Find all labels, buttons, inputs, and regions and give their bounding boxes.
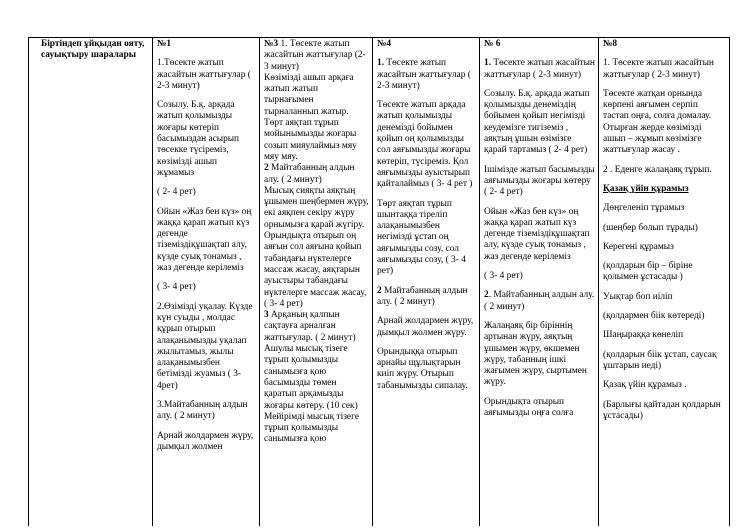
col3-paragraph: Арқаның қалпын сақтауға арналған жаттығулар. ( 2 минут) [264, 310, 356, 343]
col6-paragraph: ( 3- 4 рет) [484, 271, 523, 282]
col8-paragraph: Керегені құрамыз [603, 241, 674, 252]
col4-step-number: 2 [377, 285, 382, 296]
col4-paragraph: Төсекте жатып жасайтын жаттығулар ( 2-3 минут) [377, 58, 471, 91]
col6-paragraph: Созылу. Б.қ. арқада жатып қолымызды денеміздің бойымен қойып негімізді кеудемізге тигіземіз , аяқтың ұшын өзімізге қарай тартамыз ( 2- 4 рет) [484, 88, 590, 156]
col6-paragraph: Ішімізде жатып басымызды аяғымызды жоғары көтеру ( 2- 4 рет) [484, 164, 595, 198]
col3-paragraph: Мысық сияқты аяқтың ұшымен шеңбермен жүру, екі аяқпен секіру жүру орнымызға қарай жүгіру. [264, 185, 369, 230]
col8-paragraph: 2 . Еденге жалаңаяқ тұрып. [603, 164, 712, 175]
col8-paragraph: Қазақ үйін құрамыз . [603, 380, 687, 391]
col4-paragraph: Майтабанның алдын алу. ( 2 минут) [377, 285, 468, 307]
col1-paragraph: Ойын «Жаз бен күз» оң жаққа қарап жатып күз дегенде тіземіздіқұшақтап алу, күзде суық тонамыз , жаз дегенде керілеміз [157, 206, 252, 274]
col8-paragraph: Шаңыраққа көнеліп [603, 330, 684, 341]
column-4 [373, 38, 480, 526]
col4-paragraph: Арнай жолдармен жүру, дымқыл жолмен жүру. [377, 316, 474, 338]
col1-number: №1 [157, 39, 172, 49]
col8-paragraph: (шеңбер болып тұрады) [603, 222, 698, 233]
col6-paragraph: . Майтабанның алдын алу. ( 2 минут) [484, 290, 595, 312]
row-header-text: Біртіндеп ұйқыдан ояту, сауықтыру шаралары [41, 39, 145, 60]
col8-paragraph: (қолдармен біік көтереді) [603, 311, 705, 322]
col8-number: №8 [603, 39, 618, 49]
col1-paragraph: ( 3- 4 рет) [157, 282, 196, 293]
col8-paragraph: 1. Төсекте жатып жасайтын жаттығулар ( 2-3 минут) [603, 58, 714, 80]
col8-paragraph: (қолдарын бір – біріне қолымен ұстасады ) [603, 261, 693, 283]
activities-table [28, 37, 730, 526]
col3-number: №3 [264, 39, 279, 49]
col4-number: №4 [377, 39, 392, 49]
col8-paragraph: Дөңгеленіп тұрамыз [603, 203, 685, 214]
col1-paragraph: 1.Төсекте жатып жасайтын жаттығулар ( 2-3 минут) [157, 58, 251, 91]
col4-step-number: 1. [377, 58, 385, 69]
col3-paragraph: Орындықта отырып оң аяғын сол аяғына қойып табандағы нүктелерге массаж жасау, аяқтарын ауыстыры табандағы нүктелерге массаж жасау, ( 3- 4 рет) [264, 231, 367, 309]
column-6 [480, 38, 599, 526]
row-header-cell [29, 38, 153, 526]
col3-paragraph: Көзімізді ашып арқаға жатып жатып тырнағымен тырналаннып жатыр. Төрт аяқтап тұрып мойынымызды жоғары созып мияулаймыз мяу мяу мяу. [264, 72, 357, 162]
col3-paragraph: 1. Төсекте жатып жасайтын жаттығулар (2-3 минут) [264, 39, 366, 72]
col6-paragraph: Ойын «Жаз бен күз» оң жаққа қарап жатып күз дегенде тіземіздіқұшақтап алу, күзде суық тонамыз , жаз дегенде керілеміз [484, 206, 590, 262]
col8-paragraph: Төсекте жатқан орнында көрпені аяғымен серпіп тастап оңға, солға домалау. Отырған жерде көзімізді ашып – жұмып көзімізге жаттығулар жасау . [603, 88, 712, 156]
col3-paragraph: Ашулы мысық тізеге тұрып қолымызды санымызға қою басымызды төмен қаратып арқамызды жоғары көтеру. (10 сек) Мейірімді мысық тізеге тұрып қолымызды санымызға қою [264, 344, 359, 445]
col1-paragraph: Созылу. Б.қ. арқада жатып қолымызды жоғары көтеріп басымыздан асырып төсекке түсіреміз, көзімізді ашып жұмамыз [157, 100, 240, 178]
col1-paragraph: Арнай жолдармен жүру, дымқыл жолмен [157, 430, 254, 452]
col3-step-number: 2 [264, 163, 269, 174]
col4-paragraph: Төрт аяқтап тұрып шынтаққа тіреліп алақанымызбен негімізді ұстап оң аяғымызды созу, сол аяғымызды созу, ( 3- 4 рет) [377, 198, 466, 277]
col1-paragraph: 3.Майтабанның алдын алу. ( 2 минут) [157, 400, 248, 422]
column-1 [153, 38, 260, 526]
col3-step-number: 3 [264, 310, 269, 321]
col6-number: № 6 [484, 39, 501, 49]
col8-heading: Қазақ үйін құрамыз [603, 183, 689, 194]
col6-paragraph: Төсекте жатып жасайтын жаттығулар ( 2-3 минут) [484, 58, 595, 80]
col8-paragraph: Уықтар боп иіліп [603, 291, 673, 302]
col1-paragraph: ( 2- 4 рет) [157, 187, 196, 198]
col6-step-number: 1. [484, 58, 492, 69]
column-3 [260, 38, 373, 526]
column-8 [599, 38, 730, 526]
col6-paragraph: Орындықта отырып аяғымызды оңға солға [484, 396, 574, 419]
col4-paragraph: Төсекте жатып арқада жатып қолымызды денемізді бойымен қойып оң қолымызды сол аяғымызды жоғары көтеріп, түсіреміз. Қол аяғымызды ауыстырып қайталаймыз ( 3- 4 рет ) [377, 100, 473, 190]
col8-paragraph: (Барлығы қайтадан қолдарын ұстасады) [603, 399, 721, 421]
col6-step-number: 2 [484, 290, 489, 301]
col3-paragraph: Майтабанның алдын алу. ( 2 минут) [264, 163, 355, 185]
col8-paragraph: (қолдарын біік ұстап, саусақ ұштарын иеді) [603, 349, 717, 371]
col6-paragraph: Жалаңаяқ бір біріннің артынан жүру, аяқтың ұшымен жүру, өкшемен жүру, табанның ішкі жағымен жүру, сыртымен жүру. [484, 320, 587, 388]
col4-paragraph: Орындыққа отырып арнайы щұлықтарын киіп жүру. Отырып табанымызды сипалау. [377, 346, 468, 391]
col1-paragraph: 2.Өзімізді уқалау. Күзде күн суыды , молдас құрып отырып алақанымызды уқалап жылытамыз, жылы алақанымызбен бетімізді жуамыз ( 3- 4рет) [157, 301, 253, 391]
